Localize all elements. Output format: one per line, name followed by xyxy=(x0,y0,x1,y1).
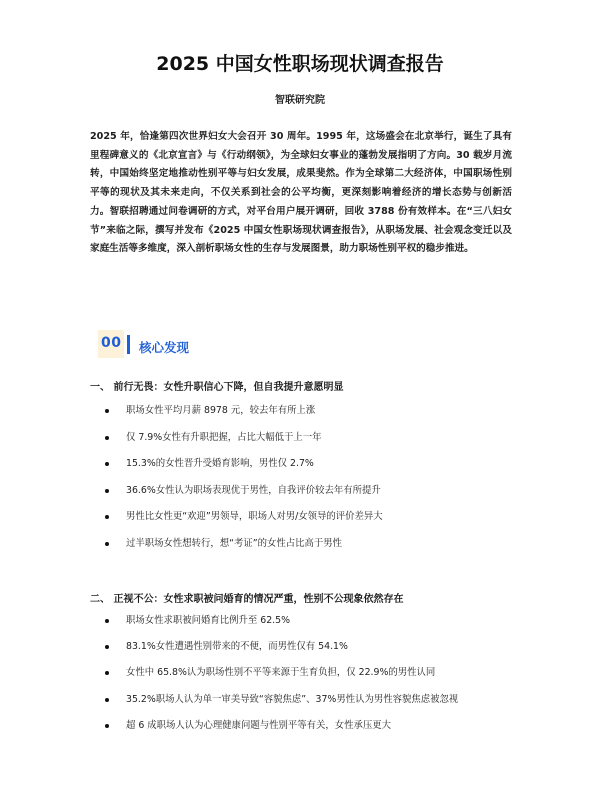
finding-heading-1: 一、 前行无畏：女性升职信心下降，但自我提升意愿明显 xyxy=(90,382,344,393)
intro-paragraph: 2025 年，恰逢第四次世界妇女大会召开 30 周年。1995 年，这场盛会在北京举行，诞生了具有里程碑意义的《北京宣言》与《行动纲领》，为全球妇女事业的蓬勃发展指明了方向。30 载岁月流转，中国始终坚定地推动性别平等与妇女发展，成果斐然。作为全球第二大经济体，中国职场性别平等的现状及其未来走向，不仅关系到社会的公平均衡，更深刻影响着经济的增长态势与创新活力。智联招聘通过问卷调研的方式，对平台用户展开调研，回收 3788 份有效样本。在“三八妇女节”来临之际，撰写并发布《2025 中国女性职场现状调查报告》，从职场发展、社会观念变迁以及家庭生活等多维度，深入剖析职场女性的生存与发展图景，助力职场性别平权的稳步推进。 xyxy=(90,131,512,255)
finding-heading-2: 二、 正视不公：女性求职被问婚育的情况严重，性别不公现象依然存在 xyxy=(90,594,404,605)
report-author: 智联研究院 xyxy=(275,95,325,106)
bullet-icon xyxy=(105,409,109,413)
finding-list-1 xyxy=(104,402,524,561)
section-number: 00 xyxy=(101,335,122,351)
bullet-icon xyxy=(105,698,109,702)
list-item-text: 35.2%职场人认为单一审美导致“容貌焦虑”、37%男性认为男性容貌焦虑被忽视 xyxy=(126,693,459,705)
list-item-text: 职场女性平均月薪 8978 元，较去年有所上涨 xyxy=(126,405,316,416)
bullet-icon xyxy=(105,671,109,675)
list-item xyxy=(104,535,524,562)
bullet-icon xyxy=(105,645,109,649)
list-item xyxy=(104,455,524,482)
list-item xyxy=(104,691,524,717)
list-item-text: 仅 7.9%女性有升职把握，占比大幅低于上一年 xyxy=(126,431,322,443)
list-item-text: 男性比女性更“欢迎”男领导，职场人对男/女领导的评价差异大 xyxy=(126,511,383,522)
list-item xyxy=(104,508,524,535)
bullet-icon xyxy=(105,436,109,440)
finding-list-2 xyxy=(104,612,524,743)
list-item xyxy=(104,482,524,509)
list-item xyxy=(104,664,524,690)
list-item xyxy=(104,638,524,664)
bullet-icon xyxy=(105,489,109,493)
list-item-text: 职场女性求职被问婚育比例升至 62.5% xyxy=(126,615,291,626)
section-header xyxy=(98,330,258,360)
list-item xyxy=(104,402,524,429)
list-item-text: 过半职场女性想转行，想“考证”的女性占比高于男性 xyxy=(126,537,342,549)
bullet-icon xyxy=(105,515,109,519)
bullet-icon xyxy=(105,542,109,546)
section-accent-bar xyxy=(127,335,130,354)
report-title: 2025 中国女性职场现状调查报告 xyxy=(156,53,444,75)
bullet-icon xyxy=(105,462,109,466)
list-item-text: 83.1%女性遭遇性别带来的不便，而男性仅有 54.1% xyxy=(126,641,348,653)
list-item-text: 36.6%女性认为职场表现优于男性，自我评价较去年有所提升 xyxy=(126,484,381,496)
bullet-icon xyxy=(105,724,109,728)
list-item-text: 超 6 成职场人认为心理健康问题与性别平等有关，女性承压更大 xyxy=(126,719,392,731)
list-item xyxy=(104,612,524,638)
list-item-text: 女性中 65.8%认为职场性别不平等来源于生育负担，仅 22.9%的男性认同 xyxy=(126,667,436,679)
list-item-text: 15.3%的女性晋升受婚育影响，男性仅 2.7% xyxy=(126,458,314,469)
section-title: 核心发现 xyxy=(139,340,190,355)
list-item xyxy=(104,429,524,456)
bullet-icon xyxy=(105,619,109,623)
list-item xyxy=(104,717,524,743)
